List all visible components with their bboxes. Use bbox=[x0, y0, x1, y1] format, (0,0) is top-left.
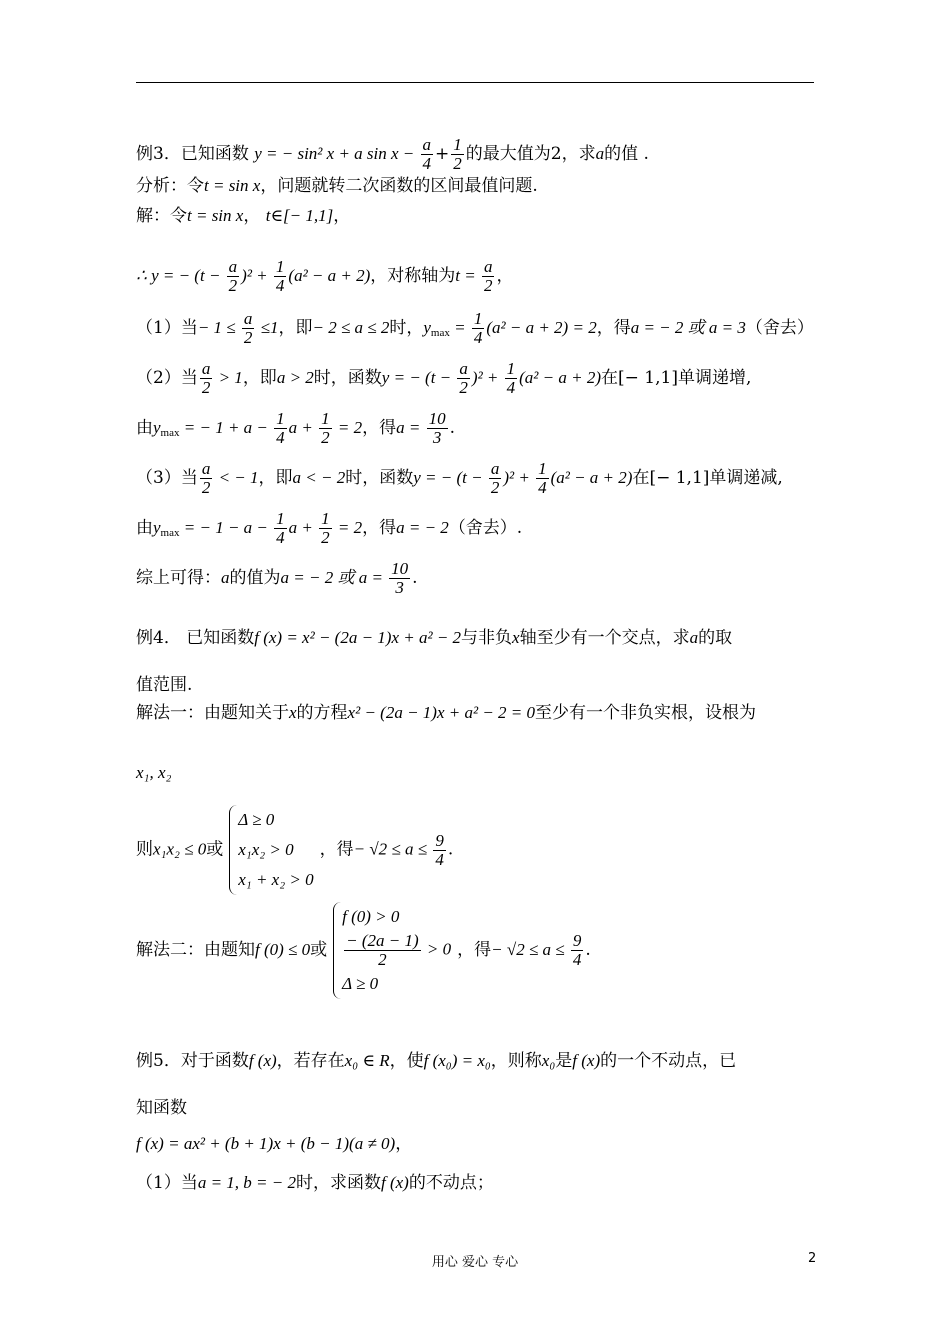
ex3-analysis: 分析：令t = sin x，问题就转二次函数的区间最值问题. bbox=[136, 176, 538, 196]
ex5-title: 例5．对于函数f (x)，若存在x₀ ∈ R，使f (x₀) = x₀，则称x₀是f (x)的一个不动点，已 bbox=[136, 1051, 737, 1071]
ex3-step1: ∴ y = − (t − $\frac{a}{2}$ )² + $\frac{1}{4}$ (a² − a + 2)，对称轴为t = $\frac{a}{2}$ ， bbox=[136, 257, 514, 295]
ex5-definition: f (x) = ax² + (b + 1)x + (b − 1)(a ≠ 0)， bbox=[136, 1134, 413, 1154]
ex3-case2-result: 由$y_{max}$ = − 1 + a − $\frac{1}{4}$ a + $\frac{1}{2}$ = 2，得a = $\frac{10}{3}$ . bbox=[136, 409, 455, 447]
ex4-method1: 解法一：由题知关于x的方程x² − (2a − 1)x + a² − 2 = 0至少有一个非负实根，设根为 bbox=[136, 703, 757, 723]
ex4-title: 例4． 已知函数f (x) = x² − (2a − 1)x + a² − 2与非负x轴至少有一个交点，求a的取 bbox=[136, 628, 733, 648]
ex3-title: 例3．已知函数 y = − sin² x + a sin x − $\frac{a}{4}$ + $\frac{1}{2}$ 的最大值为2，求a的值 . bbox=[136, 135, 649, 173]
system-brace-2: f (0) > 0 $\frac{- (2a - 1)}{2}$ > 0 Δ ≥ 0 bbox=[333, 902, 451, 999]
system-brace-1: Δ ≥ 0 x₁x₂ > 0 x₁ + x₂ > 0 bbox=[229, 805, 313, 895]
ex3-case2: （2）当 $\frac{a}{2}$ > 1，即a > 2时，函数y = − (t − $\frac{a}{2}$ )² + $\frac{1}{4}$ (a² − a + 2)在[− 1,1]单调递增, bbox=[136, 359, 752, 397]
ex4-roots: x₁, x₂ bbox=[136, 763, 172, 782]
ex3-case3-result: 由$y_{max}$ = − 1 − a − $\frac{1}{4}$ a + $\frac{1}{2}$ = 2，得a = − 2（舍去）. bbox=[136, 509, 523, 547]
ex4-title-cont: 值范围. bbox=[136, 675, 193, 695]
header-rule bbox=[136, 82, 814, 83]
ex3-case3: （3）当 $\frac{a}{2}$ < − 1，即a < − 2时，函数y = − (t − $\frac{a}{2}$ )² + $\frac{1}{4}$ (a² − a + 2)在[− 1,1]单调递减, bbox=[136, 459, 783, 497]
page-number: 2 bbox=[808, 1251, 817, 1266]
ex3-summary: 综上可得：a的值为a = − 2 或 a = $\frac{10}{3}$ . bbox=[136, 559, 418, 597]
ex3-case1: （1）当− 1 ≤ $\frac{a}{2}$ ≤1，即− 2 ≤ a ≤ 2时，$y_{max}$ = $\frac{1}{4}$ (a² − a + 2) = 2，得a = − 2 或 a = 3（舍去） bbox=[136, 309, 814, 347]
ex4-system1: 则x₁x₂ ≤ 0或 Δ ≥ 0 x₁x₂ > 0 x₁ + x₂ > 0 ，得− √2 ≤ a ≤ $\frac{9}{4}$ . bbox=[136, 805, 453, 895]
ex4-system2: 解法二：由题知f (0) ≤ 0或 f (0) > 0 $\frac{- (2a - 1)}{2}$ > 0 Δ ≥ 0 ，得− √2 ≤ a ≤ $\frac{9}{4}$ . bbox=[136, 902, 591, 999]
ex5-title-cont: 知函数 bbox=[136, 1098, 187, 1118]
ex3-solution-start: 解：令t = sin x， t∈[− 1,1]， bbox=[136, 206, 351, 226]
footer-motto: 用心 爱心 专心 bbox=[431, 1255, 519, 1270]
ex5-question1: （1）当a = 1, b = − 2时，求函数f (x)的不动点； bbox=[136, 1173, 494, 1193]
